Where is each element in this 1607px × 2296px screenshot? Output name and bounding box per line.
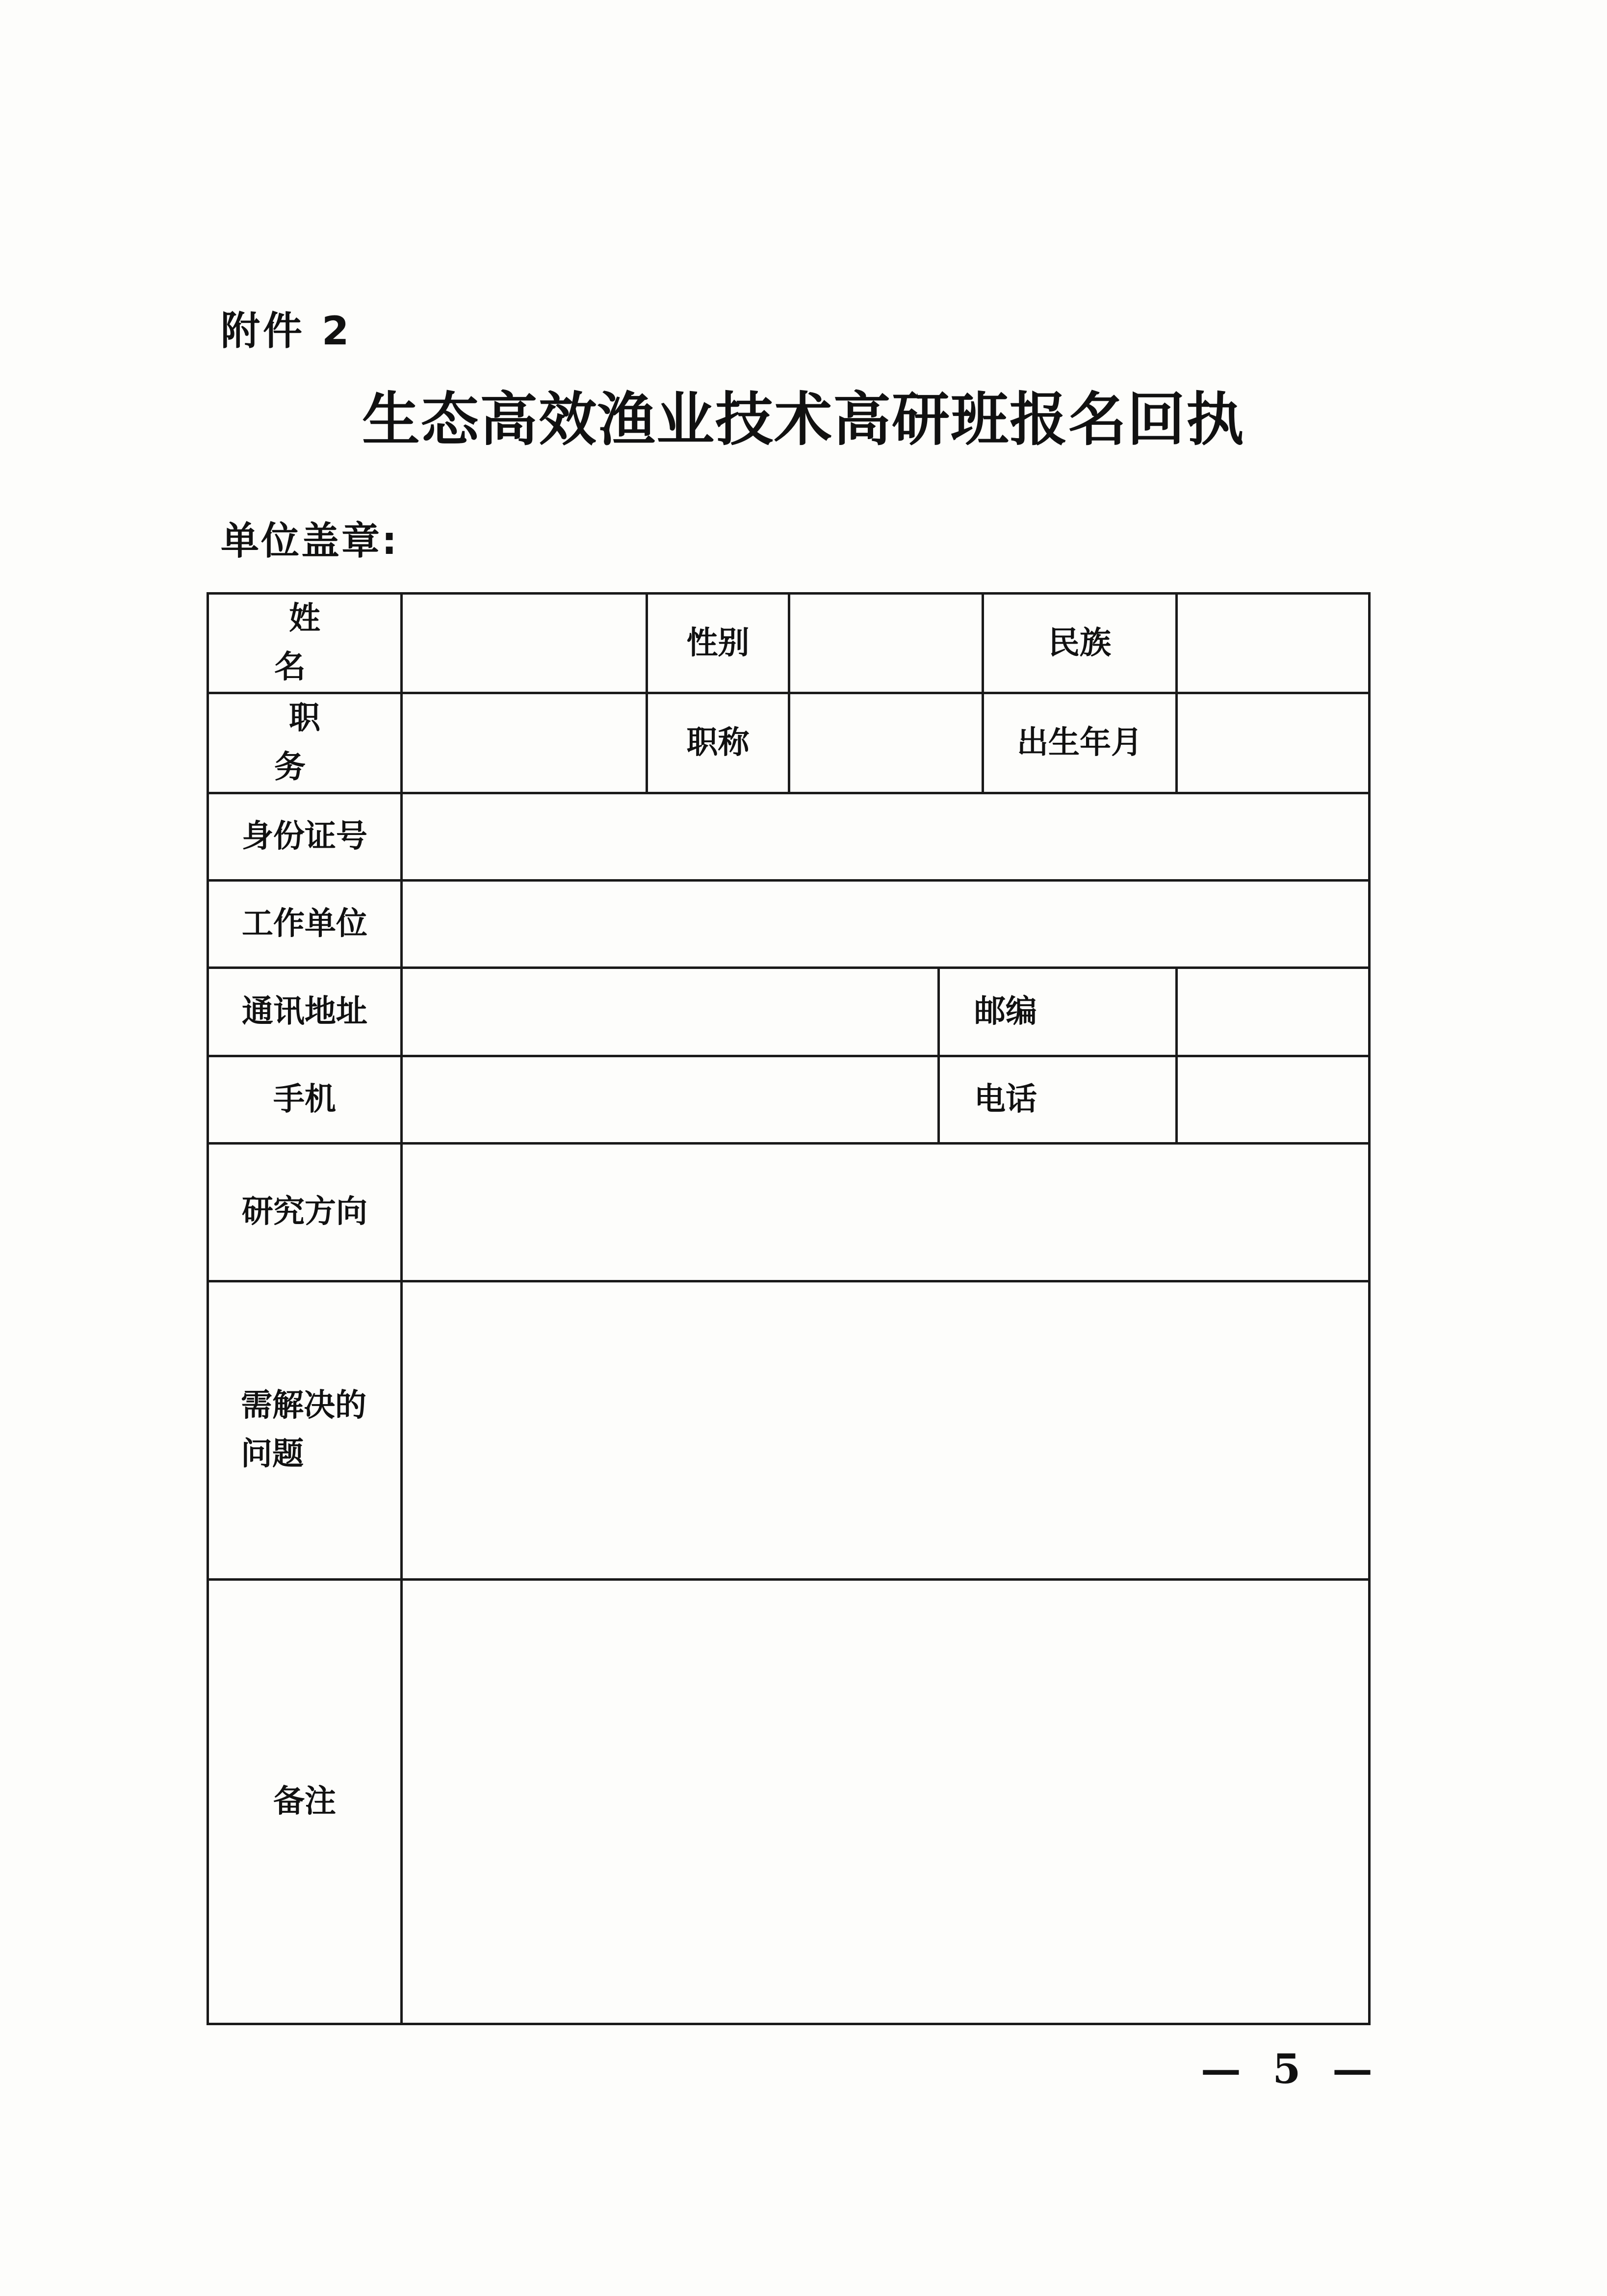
professional-title-label: 职称 <box>647 693 789 793</box>
table-row <box>208 793 1370 880</box>
notes-field[interactable] <box>402 1579 1370 2024</box>
birth-field[interactable] <box>1177 693 1370 793</box>
name-label: 姓 名 <box>208 594 402 693</box>
gender-label: 性别 <box>647 594 789 693</box>
ethnicity-field[interactable] <box>1177 594 1370 693</box>
mobile-field[interactable] <box>402 1056 939 1143</box>
attachment-label: 附件 2 <box>221 308 352 354</box>
table-row <box>208 1143 1370 1281</box>
id-number-field[interactable] <box>402 793 1370 880</box>
page-title: 生态高效渔业技术高研班报名回执 <box>362 386 1245 453</box>
position-field[interactable] <box>402 693 647 793</box>
work-unit-field[interactable] <box>402 880 1370 967</box>
registration-form-table <box>207 592 1371 2025</box>
position-label: 职 务 <box>208 693 402 793</box>
problems-field[interactable] <box>402 1281 1370 1579</box>
address-label: 通讯地址 <box>208 967 402 1056</box>
table-row <box>208 1281 1370 1579</box>
research-field[interactable] <box>402 1143 1370 1281</box>
gender-field[interactable] <box>789 594 983 693</box>
professional-title-field[interactable] <box>789 693 983 793</box>
page-number: — 5 — <box>1200 2046 1381 2093</box>
phone-label: 电话 <box>939 1056 1177 1143</box>
ethnicity-label: 民族 <box>983 594 1177 693</box>
name-field[interactable] <box>402 594 647 693</box>
research-label: 研究方向 <box>208 1143 402 1281</box>
table-row <box>208 1579 1370 2024</box>
work-unit-label: 工作单位 <box>208 880 402 967</box>
postcode-field[interactable] <box>1177 967 1370 1056</box>
id-number-label: 身份证号 <box>208 793 402 880</box>
birth-label: 出生年月 <box>983 693 1177 793</box>
address-field[interactable] <box>402 967 939 1056</box>
phone-field[interactable] <box>1177 1056 1370 1143</box>
mobile-label: 手机 <box>208 1056 402 1143</box>
problems-label: 需解决的问题 <box>208 1281 402 1579</box>
table-row <box>208 1056 1370 1143</box>
postcode-label: 邮编 <box>939 967 1177 1056</box>
table-row <box>208 693 1370 793</box>
table-row <box>208 880 1370 967</box>
notes-label: 备注 <box>208 1579 402 2024</box>
table-row <box>208 594 1370 693</box>
seal-label: 单位盖章: <box>221 519 399 563</box>
table-row <box>208 967 1370 1056</box>
